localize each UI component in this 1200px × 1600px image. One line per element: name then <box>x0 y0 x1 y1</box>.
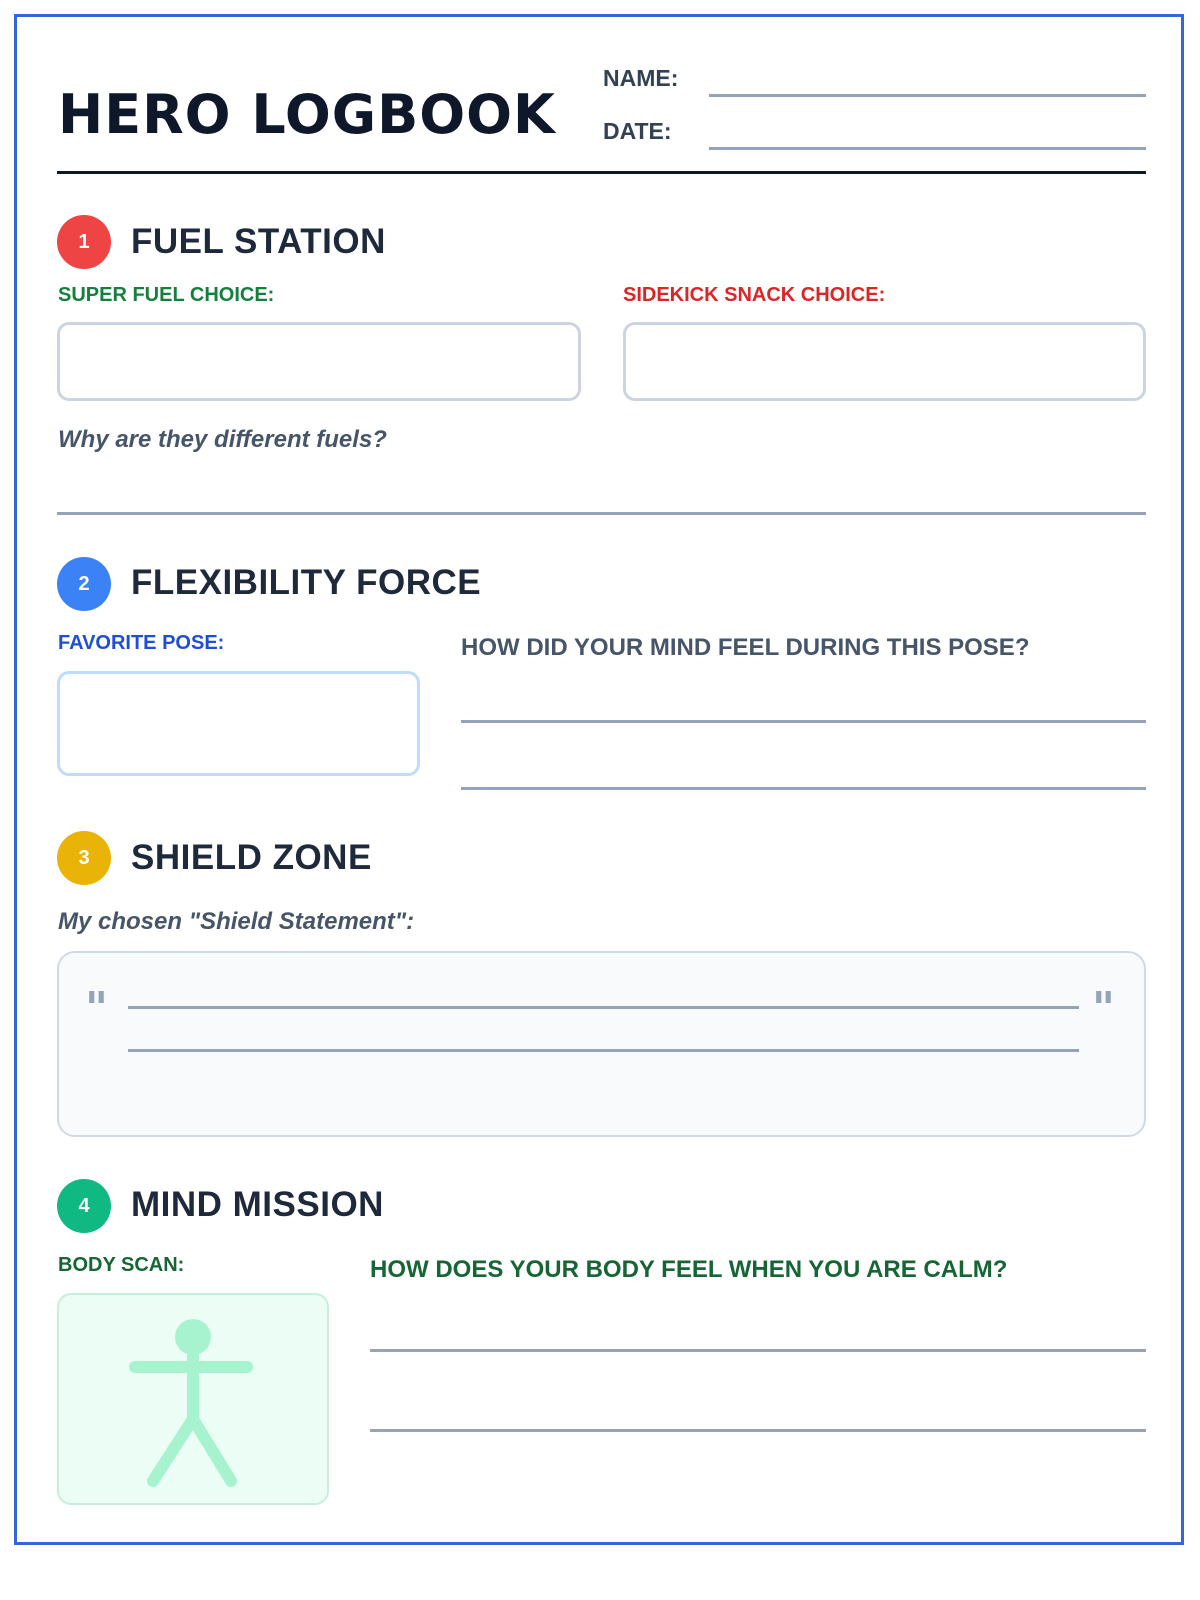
open-quote-mark: " <box>85 983 108 1034</box>
header-divider <box>57 171 1146 174</box>
sidekick-snack-input[interactable] <box>623 322 1146 401</box>
section-4-number-badge: 4 <box>57 1179 111 1233</box>
date-field[interactable] <box>709 147 1146 150</box>
section-1-title: FUEL STATION <box>131 222 386 261</box>
section-3-number-badge: 3 <box>57 831 111 885</box>
page-title: HERO LOGBOOK <box>58 83 556 146</box>
favorite-pose-label: FAVORITE POSE: <box>58 632 225 654</box>
fuel-question: Why are they different fuels? <box>58 426 387 453</box>
name-label: NAME: <box>603 65 679 91</box>
section-2-number-badge: 2 <box>57 557 111 611</box>
pose-mind-question: HOW DID YOUR MIND FEEL DURING THIS POSE? <box>461 634 1030 661</box>
pose-answer-line-1[interactable] <box>461 720 1146 723</box>
name-field[interactable] <box>709 94 1146 97</box>
date-label: DATE: <box>603 118 672 144</box>
section-3-title: SHIELD ZONE <box>131 838 372 877</box>
shield-statement-box[interactable] <box>57 951 1146 1137</box>
calm-answer-line-1[interactable] <box>370 1349 1146 1352</box>
calm-answer-line-2[interactable] <box>370 1429 1146 1432</box>
close-quote-mark: " <box>1092 983 1115 1034</box>
stick-figure-icon <box>59 1295 327 1503</box>
sidekick-snack-label: SIDEKICK SNACK CHOICE: <box>623 284 886 306</box>
shield-statement-prompt: My chosen "Shield Statement": <box>58 908 415 935</box>
shield-statement-line-2[interactable] <box>128 1049 1079 1052</box>
section-4-title: MIND MISSION <box>131 1185 384 1224</box>
super-fuel-input[interactable] <box>57 322 581 401</box>
section-1-number-badge: 1 <box>57 215 111 269</box>
calm-body-question: HOW DOES YOUR BODY FEEL WHEN YOU ARE CALM? <box>370 1256 1008 1283</box>
super-fuel-label: SUPER FUEL CHOICE: <box>58 284 275 306</box>
body-scan-label: BODY SCAN: <box>58 1254 185 1276</box>
section-2-title: FLEXIBILITY FORCE <box>131 563 482 602</box>
pose-answer-line-2[interactable] <box>461 787 1146 790</box>
favorite-pose-input[interactable] <box>57 671 420 776</box>
fuel-answer-line[interactable] <box>57 512 1146 515</box>
body-scan-box[interactable] <box>57 1293 329 1505</box>
shield-statement-line-1[interactable] <box>128 1006 1079 1009</box>
